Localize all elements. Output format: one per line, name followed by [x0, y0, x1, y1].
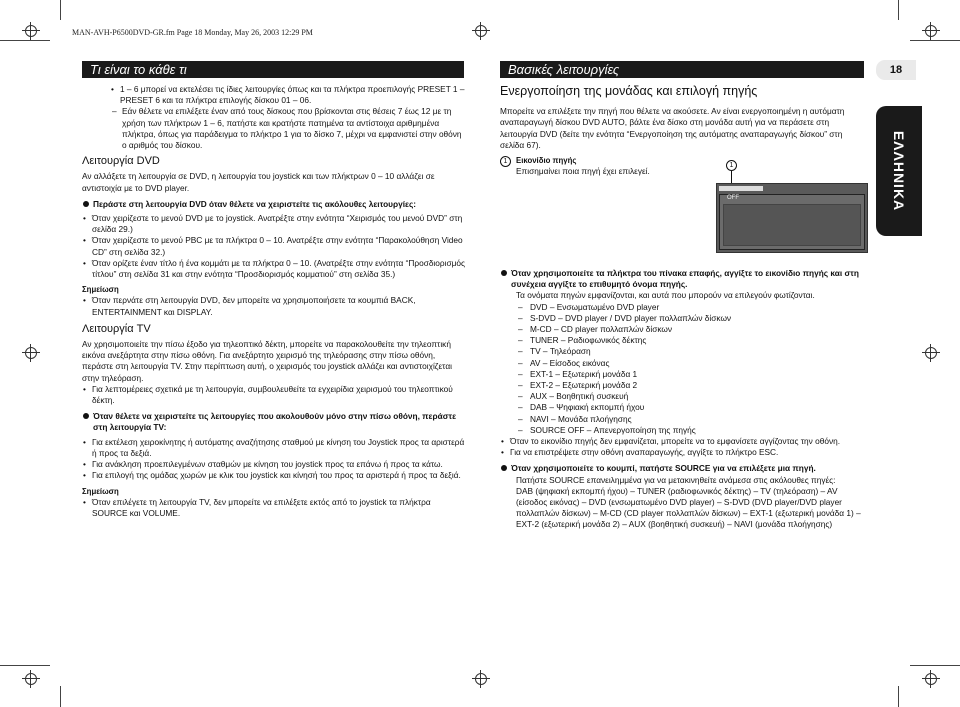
- dvd-mode-instruction: Περάστε στη λειτουργία DVD όταν θέλετε να χειριστείτε τις ακόλουθες λειτουργίες:: [82, 199, 466, 210]
- tv-mode-instruction: Όταν θέλετε να χειριστείτε τις λειτουργίες που ακολουθούν μόνο στην πίσω οθόνη, περάστε στη λειτουργία TV:: [82, 411, 466, 433]
- power-source-heading: Ενεργοποίηση της μονάδας και επιλογή πηγής: [500, 84, 758, 98]
- registration-mark-mid-right: [922, 344, 940, 362]
- left-section-banner: Τι είναι το κάθε τι: [82, 61, 464, 78]
- tv-bullet-seek: • Για εκτέλεση χειροκίνητης ή αυτόματης αναζήτησης σταθμού με κίνηση του Joystick προς τα αριστερά ή προς τα δεξιά.: [82, 437, 466, 459]
- registration-mark-top-left: [22, 22, 40, 40]
- callout-text: Επισημαίνει ποια πηγή έχει επιλεγεί.: [516, 166, 650, 177]
- source-button-instruction: Όταν χρησιμοποιείτε το κουμπί, πατήστε SOURCE για να επιλέξετε μια πηγή.: [500, 463, 864, 474]
- touch-panel-instruction: Όταν χρησιμοποιείτε τα πλήκτρα του πίνακα επαφής, αγγίξτε το εικονίδιο πηγής και στη συνέχεια αγγίξτε το επιθυμητό όνομα πηγής.: [500, 268, 864, 290]
- dvd-bullet-menu: • Όταν χειρίζεστε το μενού DVD με το joystick. Ανατρέξτε στην ενότητα “Χειρισμός του μενού DVD” στη σελίδα 29.): [82, 213, 466, 235]
- tv-note-title: Σημείωση: [82, 486, 119, 496]
- source-list-item: – SOURCE OFF – Απενεργοποίηση της πηγής: [500, 425, 864, 436]
- tv-bullet-preset: • Για ανάκληση προεπιλεγμένων σταθμών με κίνηση του joystick προς τα επάνω ή προς τα κάτω.: [82, 459, 466, 470]
- right-column-lower: [500, 268, 864, 531]
- tv-bullet-country: • Για επιλογή της ομάδας χωρών με κλικ του joystick και κίνησή του προς τα αριστερά ή προς τα δεξιά.: [82, 470, 466, 481]
- dvd-mode-paragraph: Αν αλλάξετε τη λειτουργία σε DVD, η λειτουργία του joystick και των πλήκτρων 0 – 10 αλλάζει σε αντιστοιχία με το DVD player.: [82, 171, 435, 193]
- registration-mark-top-center: [472, 22, 490, 40]
- dvd-note-title: Σημείωση: [82, 285, 119, 295]
- language-tab-label: ΕΛΛΗΝΙΚΑ: [891, 130, 907, 212]
- left-dash-disc-selection: – Εάν θέλετε να επιλέξετε έναν από τους δίσκους που βρίσκονται στις θέσεις 7 έως 12 με τη χρήση των πλήκτρων 1 – 6, πατήστε και κρατήστε πατημένα τα αντίστοιχα αριθμημένα πλήκτρα, όπως για παράδειγμα το πλήκτρο 1 για το δίσκο 7, μέχρι να εμφανιστεί στην οθόνη ο αριθμός του δίσκου.: [112, 106, 466, 151]
- source-cycle-sequence: DAB (ψηφιακή εκπομπή ήχου) – TUNER (ραδιοφωνικός δέκτης) – TV (τηλεόραση) – AV (είσοδος εικόνας) – DVD (ενσωματωμένο DVD player) – S-DVD (DVD player/DVD player πολλαπλών δίσκων) – M-CD (CD player πολλαπλών δίσκων) – EXT-1 (εξωτερική μονάδα 1) – EXT-2 (εξωτερική μονάδα 2) – AUX (βοηθητική συσκευή) – NAVI (μονάδα πλοήγησης): [516, 485, 861, 530]
- callout-leader-line: [731, 171, 732, 183]
- screen-display-area: [723, 204, 861, 246]
- registration-mark-bottom-center: [472, 670, 490, 688]
- registration-mark-bottom-right: [922, 670, 940, 688]
- source-list-item: – AUX – Βοηθητική συσκευή: [500, 391, 864, 402]
- source-list-item: – TUNER – Ραδιοφωνικός δέκτης: [500, 335, 864, 346]
- trim-mark: [0, 665, 50, 666]
- screen-off-label: OFF: [727, 195, 739, 201]
- screen-illustration: [716, 183, 868, 253]
- source-list-item: – DVD – Ενσωματωμένο DVD player: [500, 302, 864, 313]
- trim-mark: [60, 0, 61, 20]
- page-number: 18: [876, 60, 916, 80]
- source-names-paragraph: Τα ονόματα πηγών εμφανίζονται, και αυτά που μπορούν να επιλεγούν φωτίζονται.: [516, 290, 815, 301]
- source-list-item: – AV – Είσοδος εικόνας: [500, 358, 864, 369]
- left-column: [82, 84, 466, 519]
- source-list-item: – DAB – Ψηφιακή εκπομπή ήχου: [500, 402, 864, 413]
- dvd-note-bullet: • Όταν περνάτε στη λειτουργία DVD, δεν μπορείτε να χρησιμοποιήσετε τα κουμπιά BACK, ENTERTAINMENT και DISPLAY.: [82, 295, 466, 317]
- source-list-item: – M-CD – CD player πολλαπλών δίσκων: [500, 324, 864, 335]
- source-list: [500, 302, 864, 436]
- registration-mark-bottom-left: [22, 670, 40, 688]
- print-slug: MAN-AVH-P6500DVD-GR.fm Page 18 Monday, May 26, 2003 12:29 PM: [72, 28, 313, 37]
- tv-bullet-manuals: • Για λεπτομέρειες σχετικά με τη λειτουργία, συμβουλευθείτε τα εγχειρίδια χειρισμού του τηλεοπτικού δέκτη.: [82, 384, 466, 406]
- source-list-item: – EXT-2 – Εξωτερική μονάδα 2: [500, 380, 864, 391]
- source-list-item: – EXT-1 – Εξωτερική μονάδα 1: [500, 369, 864, 380]
- right-column: [500, 86, 864, 177]
- source-cycle-intro: Πατήστε SOURCE επανειλημμένα για να μετακινηθείτε ανάμεσα στις ακόλουθες πηγές:: [516, 474, 836, 485]
- registration-mark-top-right: [922, 22, 940, 40]
- screen-callout-number: 1: [726, 160, 737, 171]
- tv-mode-paragraph: Αν χρησιμοποιείτε την πίσω έξοδο για τηλεοπτικό δέκτη, μπορείτε να παρακολουθείτε την τηλεοπτική εικόνα ανεξάρτητα στην πίσω οθόνη. Για ανεξάρτητο χειρισμό της τηλεόρασης στην πίσω οθόνη, περάστε στη λειτουργία TV. Στην περίπτωση αυτή, ο χειρισμός του joystick αλλάζει και αντιστοιχίζεται στην τηλεόραση.: [82, 339, 452, 383]
- trim-mark: [910, 40, 960, 41]
- trim-mark: [910, 665, 960, 666]
- tv-note-bullet: • Όταν επιλέγετε τη λειτουργία TV, δεν μπορείτε να επιλέξετε εκτός από το joystick τα πλήκτρα SOURCE και VOLUME.: [82, 497, 466, 519]
- callout-title: Εικονίδιο πηγής: [516, 156, 577, 166]
- source-icon-hidden-note: • Όταν το εικονίδιο πηγής δεν εμφανίζεται, μπορείτε να το εμφανίσετε αγγίζοντας την οθόνη.: [500, 436, 864, 447]
- source-list-item: – S-DVD – DVD player / DVD player πολλαπλών δίσκων: [500, 313, 864, 324]
- source-icon-bar: [719, 186, 763, 191]
- source-list-item: – NAVI – Μονάδα πλοήγησης: [500, 414, 864, 425]
- language-tab: [876, 106, 922, 236]
- dvd-mode-heading: Λειτουργία DVD: [82, 155, 160, 168]
- source-list-item: – TV – Τηλεόραση: [500, 346, 864, 357]
- esc-return-note: • Για να επιστρέψετε στην οθόνη αναπαραγωγής, αγγίξτε το πλήκτρο ESC.: [500, 447, 864, 458]
- power-source-intro: Μπορείτε να επιλέξετε την πηγή που θέλετε να ακούσετε. Αν είναι ενεργοποιημένη η αυτόματη αναπαραγωγή δίσκου DVD AUTO, βάλτε ένα δίσκο στη μονάδα αυτή για να περάσετε στη λειτουργία DVD (δείτε την ενότητα “Ενεργοποίηση της αυτόματης αναπαραγωγής δίσκου” στη σελίδα 67).: [500, 106, 845, 150]
- callout-source-icon: [500, 155, 716, 177]
- trim-mark: [60, 686, 61, 707]
- callout-number: 1: [500, 156, 511, 167]
- registration-mark-mid-left: [22, 344, 40, 362]
- trim-mark: [898, 0, 899, 20]
- dvd-bullet-pbc: • Όταν χειρίζεστε το μενού PBC με τα πλήκτρα 0 – 10. Ανατρέξτε στην ενότητα “Παρακολούθηση Video CD” στη σελίδα 32.): [82, 235, 466, 257]
- tv-mode-heading: Λειτουργία TV: [82, 322, 151, 335]
- dvd-bullet-title: • Όταν ορίζετε έναν τίτλο ή ένα κομμάτι με τα πλήκτρα 0 – 10. (Ανατρέξτε στην ενότητα “Προσδιορισμός τίτλου” στη σελίδα 31 και στην ενότητα “Προσδιορισμός κομματιού” στη σελίδα 35.): [82, 258, 466, 280]
- trim-mark: [0, 40, 50, 41]
- right-section-banner: Βασικές λειτουργίες: [500, 61, 864, 78]
- trim-mark: [898, 686, 899, 707]
- left-bullet-keys: • 1 – 6 μπορεί να εκτελέσει τις ίδιες λειτουργίες όπως και τα πλήκτρα προεπιλογής PRESET 1 – PRESET 6 και τα πλήκτρα επιλογής δίσκου 01 – 06.: [110, 84, 466, 106]
